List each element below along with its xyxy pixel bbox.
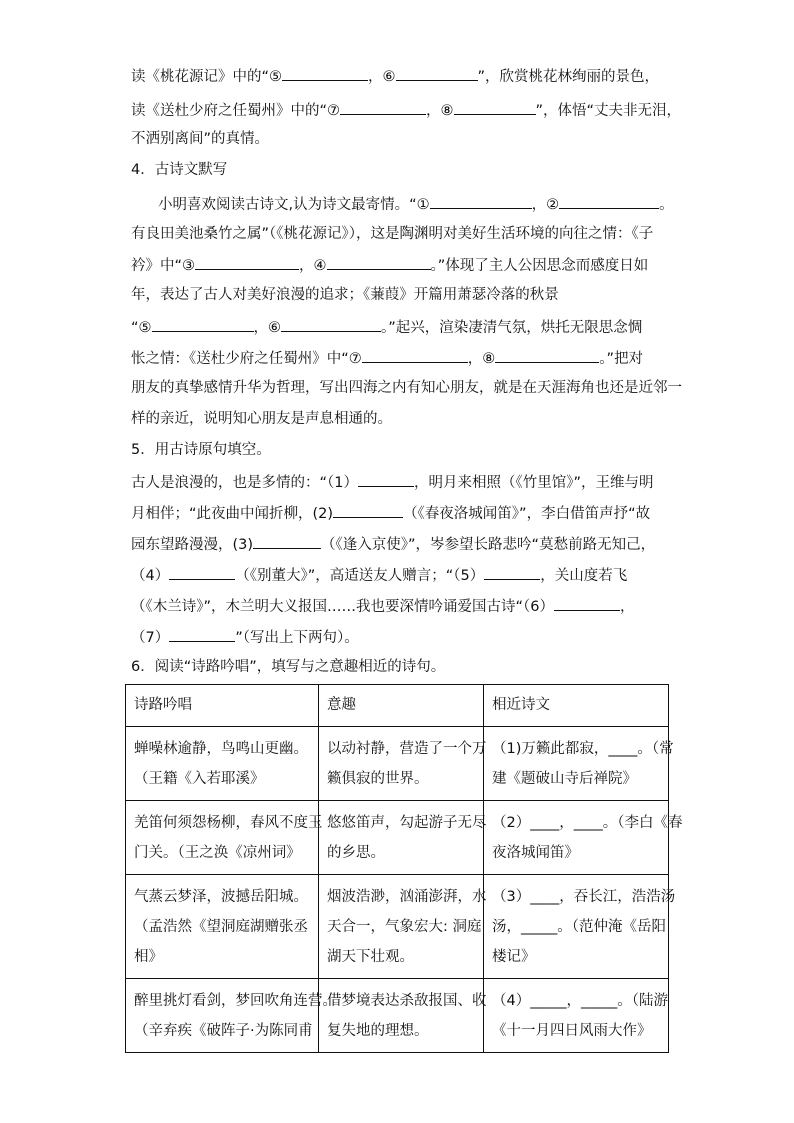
text-line: 朋友的真挚感情升华为哲理，写出四海之内有知心朋友，就是在天涯海角也还是近邻一 [131,380,682,396]
cell-text: 籁俱寂的世界。 [327,771,429,787]
cell-text: 《十一月四日风雨大作》 [492,1023,652,1039]
line-text: ，⑥ [253,320,282,336]
table-cell [319,727,487,801]
table-row [126,801,669,875]
cell-text: （孟浩然《望洞庭湖赠张丞 [134,919,308,935]
table-cell [126,801,323,875]
section-heading: 5．用古诗原句填空。 [131,442,271,458]
line-text: （《逢入京使》”，岑参望长路悲吟“莫愁前路无知己， [321,537,656,553]
cell-text: （2）____，____。（李白《春 [492,815,683,831]
cell-text: 夜洛城闻笛》 [492,845,579,861]
cell-text: 悠悠笛声，勾起游子无尽 [327,815,487,831]
line-text: ”，体悟“丈夫非无泪， [535,103,682,119]
table-cell[interactable] [484,801,683,875]
text-line [131,471,654,493]
line-text: ， [620,599,635,615]
blank-line[interactable] [396,65,478,81]
line-text: ，⑧ [426,103,454,119]
line-text: （4） [131,568,170,584]
text-line [131,254,648,276]
text-line: 有良田美池桑竹之属”（《桃花源记》），这是陶渊明对美好生活环境的向往之情：《子 [131,226,654,242]
text-line [131,502,650,524]
table-cell [319,801,487,875]
line-text: 读《桃花源记》中的“⑤ [131,69,283,85]
line-text: 古人是浪漫的，也是多情的：“（1） [131,475,358,491]
text-line: 样的亲近，说明知心朋友是声息相通的。 [131,411,392,427]
cell-text: （辛弃疾《破阵子·为陈同甫 [134,1023,313,1039]
cell-text: （4）_____，_____。（陆游 [492,993,668,1009]
blank-line[interactable] [484,564,540,580]
cell-text: 蝉噪林逾静，鸟鸣山更幽。 [134,741,308,757]
table-header: 诗路吟唱 [126,685,319,727]
cell-text: 相》 [134,949,163,965]
text-line: 不洒别离间”的真情。 [131,131,270,147]
cell-text: 借梦境表达杀敌报国、收 [327,993,487,1009]
table-header-row [126,685,669,727]
line-text: 。 [659,197,674,213]
table-cell [126,875,319,979]
blank-line[interactable] [333,502,403,518]
blank-line[interactable] [169,564,235,580]
line-text: ，④ [299,258,327,274]
section-heading: 6．阅读“诗路吟唱”，填写与之意趣相近的诗句。 [131,659,446,675]
cell-text: 门关。（王之涣《凉州词》 [134,845,301,861]
text-line [131,626,359,648]
blank-line[interactable] [559,193,659,209]
table-cell [319,979,487,1053]
line-text: 园东望路漫漫，(3) [131,537,254,553]
line-text: 。”起兴，渲染凄清气氛，烘托无限思念惆 [381,320,643,336]
line-text: “⑤ [131,320,152,336]
line-text: 。”把对 [599,351,644,367]
poem-table [125,684,683,1053]
line-text: ，⑥ [368,69,396,85]
table-cell[interactable] [484,979,669,1053]
line-text: ”（写出上下两句）。 [235,630,359,646]
text-line: 年，表达了古人对美好浪漫的追求；《蒹葭》开篇用萧瑟冷落的秋景 [131,287,559,303]
cell-text: 以动衬静，营造了一个万 [327,741,487,757]
blank-line[interactable] [282,65,368,81]
line-text: 小明喜欢阅读古诗文,认为诗文最寄情。“① [158,197,430,213]
table-row [126,727,669,801]
blank-line[interactable] [362,347,468,363]
blank-line[interactable] [358,471,414,487]
cell-text: （3）____，吞长江，浩浩汤 [492,889,676,905]
table-cell [126,727,319,801]
blank-line[interactable] [340,99,426,115]
line-text: 读《送杜少府之任蜀州》中的“⑦ [131,103,341,119]
table-row [126,875,669,979]
line-text: 。”体现了主人公因思念而感度日如 [430,258,649,274]
blank-line[interactable] [253,533,321,549]
table-cell[interactable] [484,875,676,979]
line-text: ，② [531,197,560,213]
line-text: （7） [131,630,170,646]
blank-line[interactable] [430,193,532,209]
text-line [158,193,674,215]
text-line [131,316,642,338]
cell-text: 天合一，气象宏大: 洞庭 [327,919,482,935]
cell-text: 羌笛何须怨杨柳，春风不度玉 [134,815,323,831]
blank-line[interactable] [281,316,381,332]
table-cell [126,979,337,1053]
cell-text: 烟波浩渺，汹涌澎湃，水 [327,889,487,905]
table-cell [319,875,487,979]
cell-text: 气蒸云梦泽，波撼岳阳城。 [134,889,308,905]
text-line [131,99,681,121]
line-text: 月相伴；“此夜曲中闻折柳，(2) [131,506,334,522]
line-text: 怅之情：《送杜少府之任蜀州》中“⑦ [131,351,362,367]
table-header: 意趣 [319,685,484,727]
blank-line[interactable] [495,347,599,363]
line-text: ，关山度若飞 [540,568,628,584]
text-line [131,595,635,617]
text-line [131,347,643,369]
text-line [131,65,659,87]
text-line [131,533,655,555]
line-text: ”，欣赏桃花林绚丽的景色， [477,69,660,85]
line-text: 衿》中“③ [131,258,196,274]
cell-text: 建《题破山寺后禅院》 [492,771,637,787]
cell-text: 复失地的理想。 [327,1023,429,1039]
cell-text: 湖天下壮观。 [327,949,414,965]
line-text: ，明月来相照（《竹里馆》”，王维与明 [414,475,654,491]
cell-text: （王籍《入若耶溪》 [134,771,265,787]
blank-line[interactable] [169,626,235,642]
line-text: （《别董大》”，高适送友人赠言；“（5） [235,568,485,584]
line-text: （《木兰诗》”，木兰明大义报国……我也要深情吟诵爱国古诗“（6） [131,599,554,615]
blank-line[interactable] [327,254,431,270]
line-text: ，⑧ [467,351,496,367]
blank-line[interactable] [195,254,299,270]
cell-text: 汤，_____。（范仲淹《岳阳 [492,919,666,935]
text-line [131,564,627,586]
section-heading: 4．古诗文默写 [131,162,228,178]
blank-line[interactable] [454,99,536,115]
table-row [126,979,669,1053]
cell-text: 的乡思。 [327,845,385,861]
cell-text: 楼记》 [492,949,536,965]
cell-text: （1)万籁此都寂，____。（常 [492,741,674,757]
blank-line[interactable] [554,595,620,611]
cell-text: 醉里挑灯看剑，梦回吹角连营。 [134,993,337,1009]
line-text: （《春夜洛城闻笛》”，李白借笛声抒“故 [403,506,651,522]
table-header: 相近诗文 [484,685,669,727]
blank-line[interactable] [152,316,254,332]
table-cell[interactable] [484,727,674,801]
